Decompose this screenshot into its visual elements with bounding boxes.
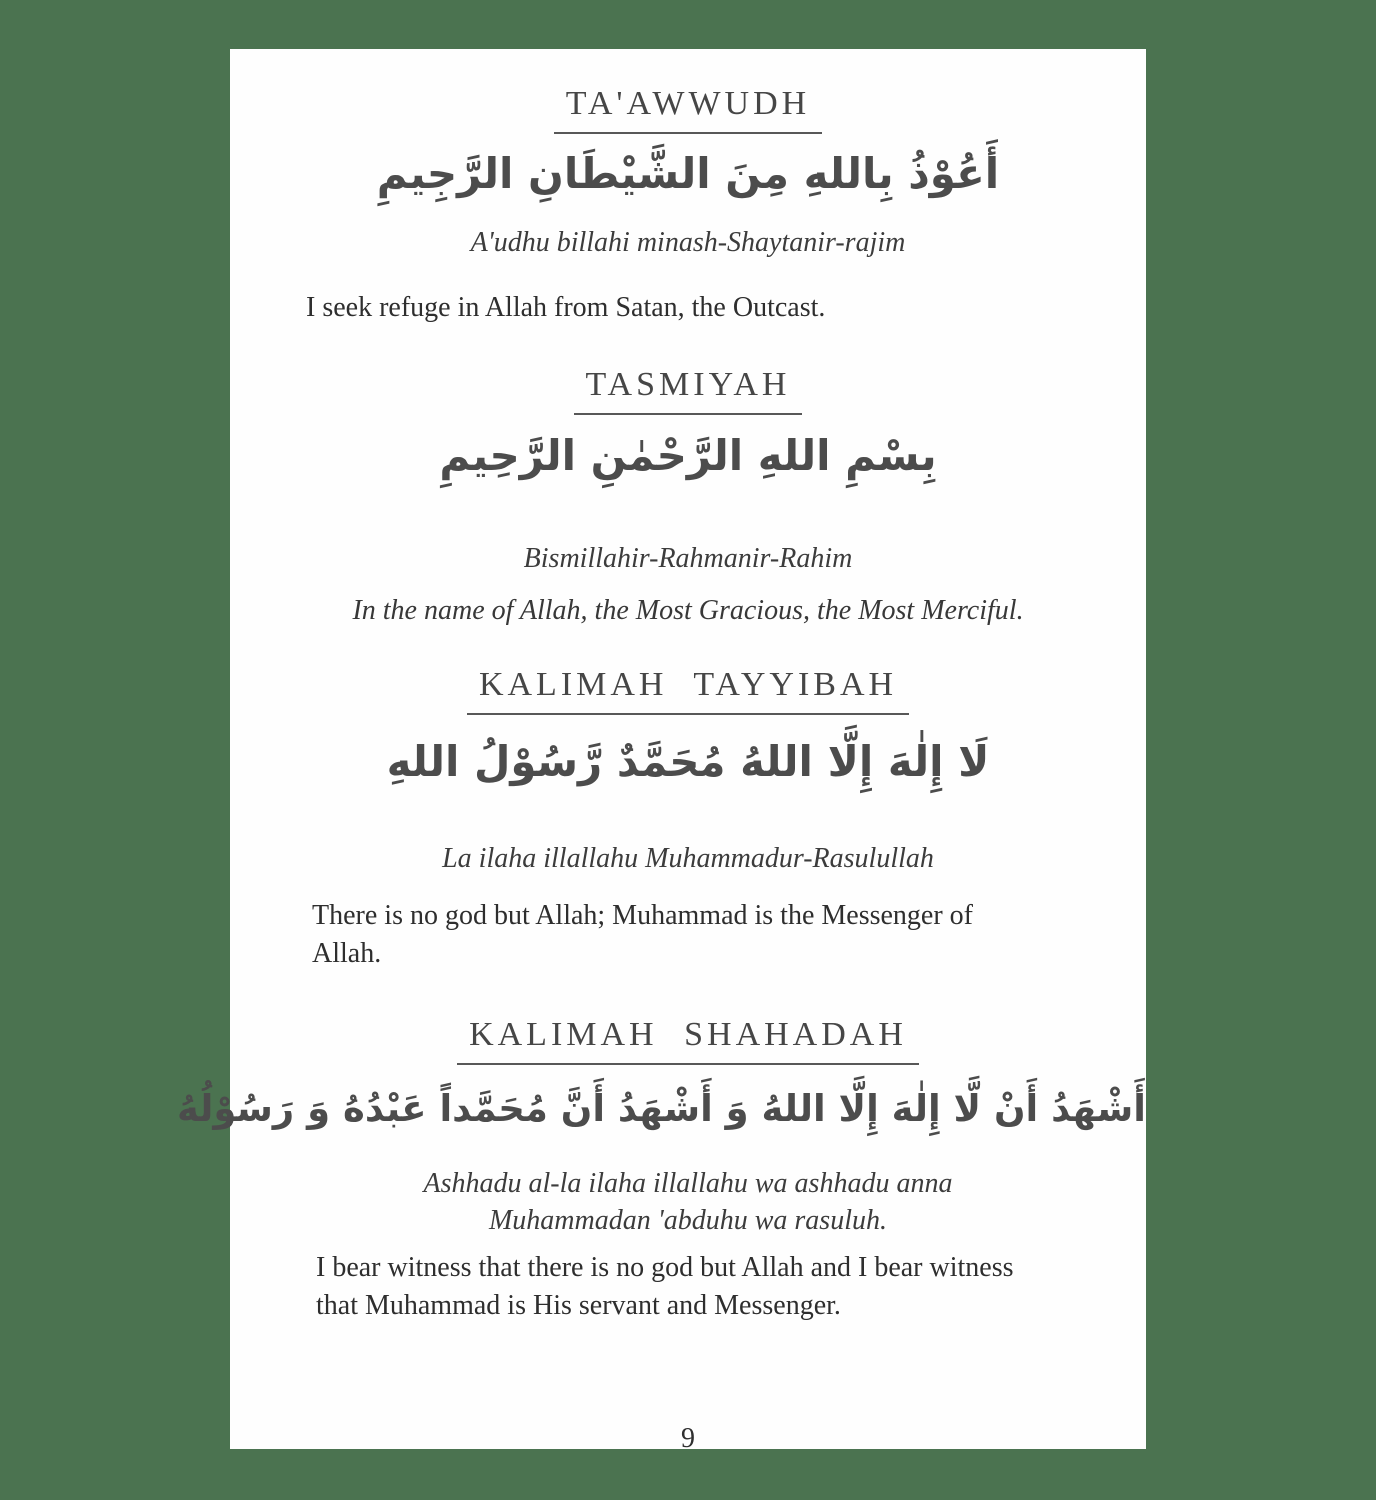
book-page — [177, 49, 1146, 1454]
section-kalimah-shahadah-arabic-text: أَشْهَدُ أَنْ لَّا إِلٰهَ إِلَّا اللهُ وَ أَشْهَدُ أَنَّ مُحَمَّداً عَبْدُهُ وَ رَسُوْلُهُ — [177, 1087, 1146, 1130]
section-taawwudh-arabic-text: أَعُوْذُ بِاللهِ مِنَ الشَّيْطَانِ الرَّجِيمِ — [376, 149, 1000, 198]
section-taawwudh-heading — [230, 85, 1146, 134]
section-kalimah-tayyibah-transliteration — [230, 841, 1146, 878]
translation-line: I seek refuge in Allah from Satan, the Outcast. — [306, 292, 826, 323]
page-number: 9 — [681, 1423, 695, 1454]
translation-line: I bear witness that there is no god but Allah and I bear witness — [316, 1252, 1014, 1283]
translation-line: In the name of Allah, the Most Gracious, the Most Merciful. — [352, 595, 1024, 626]
heading-underlined-text: KALIMAH TAYYIBAH — [467, 666, 909, 715]
translation-line: Allah. — [312, 938, 382, 970]
heading-underlined-text: TASMIYAH — [574, 366, 803, 415]
section-kalimah-tayyibah-translation — [312, 897, 973, 973]
section-tasmiyah-transliteration — [230, 541, 1146, 578]
transliteration-line: A'udhu billahi minash-Shaytanir-rajim — [470, 227, 906, 258]
section-taawwudh-transliteration — [230, 225, 1146, 262]
section-kalimah-shahadah-transliteration — [230, 1166, 1146, 1240]
translation-line: There is no god but Allah; Muhammad is the Messenger of — [312, 900, 973, 931]
section-kalimah-tayyibah-heading — [230, 666, 1146, 715]
heading-underlined-text: TA'AWWUDH — [554, 85, 822, 134]
section-tasmiyah-translation — [230, 592, 1146, 630]
transliteration-line: La ilaha illallahu Muhammadur-Rasulullah — [442, 843, 934, 874]
section-tasmiyah-arabic-text: بِسْمِ اللهِ الرَّحْمٰنِ الرَّحِيمِ — [439, 431, 937, 480]
heading-underlined-text: KALIMAH SHAHADAH — [457, 1016, 919, 1065]
section-kalimah-tayyibah-arabic-text: لَا إِلٰهَ إِلَّا اللهُ مُحَمَّدٌ رَّسُوْلُ اللهِ — [386, 737, 990, 786]
section-kalimah-shahadah-heading — [230, 1016, 1146, 1065]
transliteration-line: Bismillahir-Rahmanir-Rahim — [523, 543, 853, 574]
transliteration-line: Muhammadan 'abduhu wa rasuluh. — [488, 1204, 887, 1236]
transliteration-line: Ashhadu al-la ilaha illallahu wa ashhadu anna — [423, 1168, 953, 1199]
section-kalimah-shahadah-translation — [316, 1249, 1014, 1325]
section-taawwudh-translation — [306, 289, 825, 327]
translation-line: that Muhammad is His servant and Messenger. — [316, 1290, 841, 1322]
section-tasmiyah-heading — [230, 366, 1146, 415]
